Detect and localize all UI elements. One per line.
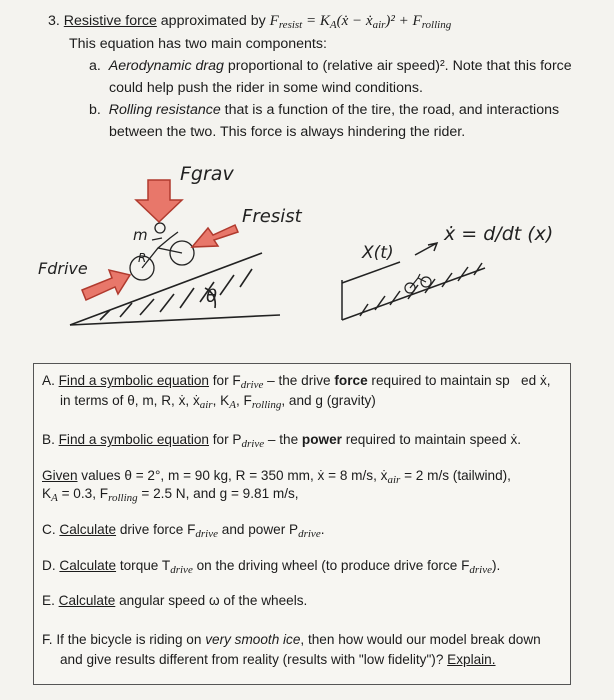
problem-intro: This equation has two main components: bbox=[69, 36, 327, 52]
force-diagram bbox=[30, 150, 590, 360]
question-e: E. Calculate angular speed ω of the wheels. bbox=[42, 593, 308, 608]
fresist-label: Fresist bbox=[242, 206, 302, 227]
xt-label: X(t) bbox=[362, 243, 394, 263]
theta-label: θ bbox=[206, 286, 218, 307]
radius-label: R bbox=[138, 251, 147, 265]
fgrav-arrow bbox=[136, 180, 182, 222]
fdrive-arrow bbox=[82, 270, 130, 300]
question-a-line2: in terms of θ, m, R, ẋ, ẋ$_{air}$, $K_A$, $F_{rolling}$, and g (gravity) bbox=[60, 393, 376, 411]
problem-number: 3. bbox=[48, 13, 60, 29]
question-c: C. Calculate drive force $F_{drive}$ and power $P_{drive}$. bbox=[42, 522, 325, 540]
fgrav-label: Fgrav bbox=[180, 163, 234, 185]
problem-title: Resistive force bbox=[63, 13, 157, 29]
given-line2: $K_A = 0.3$, $F_{rolling} = 2.5$ N, and g = 9.81 m/s, bbox=[42, 486, 299, 504]
xdot-equation: ẋ = d/dt (x) bbox=[444, 223, 554, 245]
item-a-line2: could help push the rider in some wind conditions. bbox=[109, 80, 423, 96]
question-d: D. Calculate torque $T_{drive}$ on the driving wheel (to produce drive force $F_{drive}$). bbox=[42, 558, 501, 576]
questions-box bbox=[33, 363, 571, 685]
fresist-arrow bbox=[192, 225, 238, 247]
problem-header: 3. Resistive force approximated by $F_{resist}$ = $K_A(ẋ$ − ẋ$_{air}$)² + $F_{rolling}$ bbox=[48, 13, 452, 31]
item-a-line1: a. Aerodynamic drag proportional to (relative air speed)². Note that this force bbox=[89, 58, 572, 74]
question-a-line1: A. Find a symbolic equation for $F_{drive}$ – the drive force required to maintain sp ed ẋ, bbox=[42, 373, 551, 391]
resist-equation: $F_{resist}$ = $K_A(ẋ$ − ẋ$_{air}$)² + $F_{rolling}$ bbox=[269, 13, 452, 31]
question-b: B. Find a symbolic equation for $P_{drive}$ – the power required to maintain speed ẋ. bbox=[42, 432, 522, 450]
item-b-line2: between the two. This force is always hindering the rider. bbox=[109, 124, 466, 140]
fdrive-label: Fdrive bbox=[38, 259, 88, 278]
question-f-line1: F. If the bicycle is riding on very smooth ice, then how would our model break down bbox=[42, 632, 541, 647]
given-line1: Given values θ = 2°, m = 90 kg, R = 350 mm, ẋ = 8 m/s, ẋ$_{air}$ = 2 m/s (tailwind), bbox=[42, 468, 511, 486]
question-f-line2: and give results different from reality (results with "low fidelity")? Explain. bbox=[60, 652, 496, 667]
mass-label: m bbox=[133, 226, 148, 244]
item-b-line1: b. Rolling resistance that is a function of the tire, the road, and interactions bbox=[89, 102, 560, 118]
